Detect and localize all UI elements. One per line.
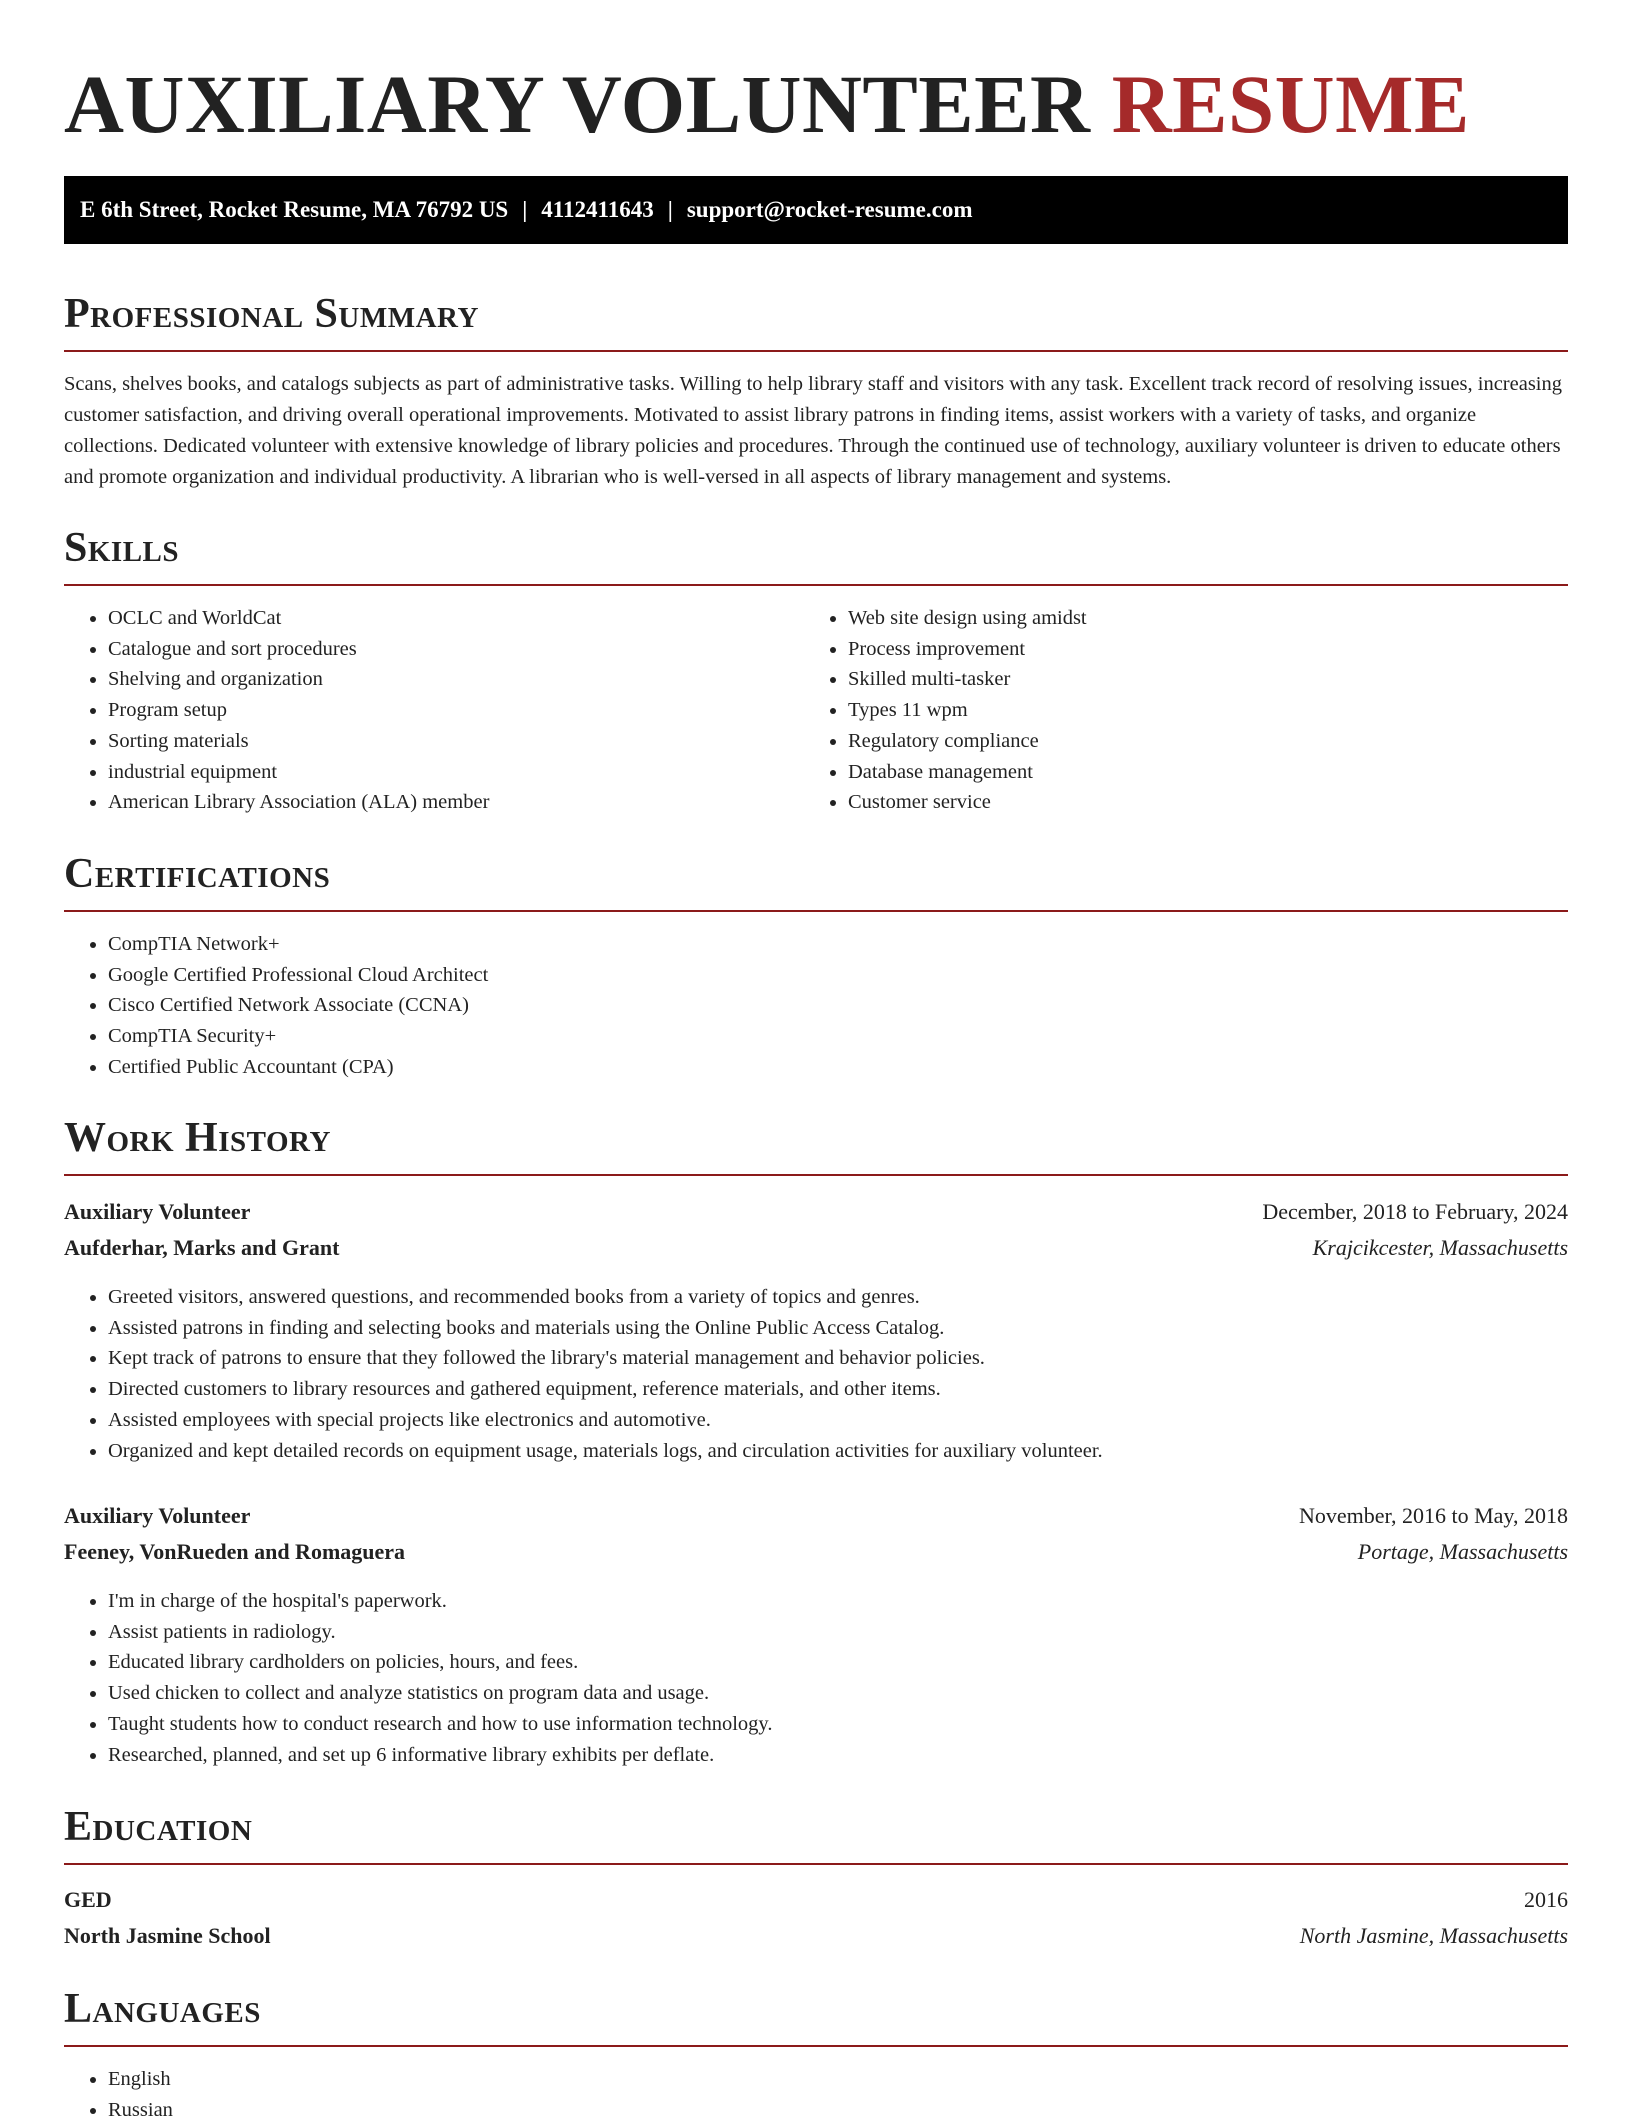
job-bullet: • Educated library cardholders on policies, hours, and fees. [108,1647,1568,1678]
certification-item: • Certified Public Accountant (CPA) [108,1052,1508,1083]
job-bullet: • I'm in charge of the hospital's paperwork. [108,1586,1568,1617]
job-header-row [64,1194,1568,1230]
education-school-row [64,1918,1568,1954]
skill-item: • Regulatory compliance [848,726,1548,757]
contact-email[interactable]: support@rocket-resume.com [686,197,973,222]
skill-item: • Shelving and organization [108,664,808,695]
certification-item: • Google Certified Professional Cloud Architect [108,960,1508,991]
education-degree: GED [64,1887,112,1912]
job-company-row [64,1534,1568,1570]
job-bullet: • Used chicken to collect and analyze statistics on program data and usage. [108,1678,1568,1709]
skills-list-right [804,603,1548,818]
job-dates: December, 2018 to February, 2024 [1262,1199,1568,1224]
skill-item: • OCLC and WorldCat [108,603,808,634]
certification-item: • Cisco Certified Network Associate (CCNA) [108,990,1508,1021]
job-bullets [64,1586,1568,1770]
section-heading-certifications: Certifications [64,846,1568,912]
job-bullet: • Kept track of patrons to ensure that they followed the library's material management and behavior policies. [108,1343,1568,1374]
skill-item: • Customer service [848,787,1548,818]
job-bullet: • Assisted patrons in finding and selecting books and materials using the Online Public Access Catalog. [108,1313,1568,1344]
job-title: Auxiliary Volunteer [64,1503,251,1528]
job-company: Feeney, VonRueden and Romaguera [64,1539,406,1564]
job-bullet: • Greeted visitors, answered questions, and recommended books from a variety of topics and genres. [108,1282,1568,1313]
education-school: North Jasmine School [64,1923,271,1948]
title-accent: RESUME [1111,58,1470,150]
skill-item: • Program setup [108,695,808,726]
job-location: Portage, Massachusetts [1357,1539,1568,1564]
contact-bar [64,176,1568,244]
language-item: • English [108,2064,708,2095]
job-title: Auxiliary Volunteer [64,1199,251,1224]
summary-text: Scans, shelves books, and catalogs subjects as part of administrative tasks. Willing to help library staff and visitors with any task. Excellent track record of resolving issues, increasing customer satisfaction, and driving overall operational improvements. Motivated to assist library patrons in finding items, assist workers with a variety of tasks, and organize collections. Dedicated volunteer with extensive knowledge of library policies and procedures. Through the continued use of technology, auxiliary volunteer is driven to educate others and promote organization and individual productivity. A librarian who is well-versed in all aspects of library management and systems. [64,373,1562,488]
job-bullet: • Directed customers to library resources and gathered equipment, reference materials, and other items. [108,1374,1568,1405]
languages-list [64,2064,708,2125]
section-heading-work-history: Work History [64,1110,1568,1176]
job-location: Krajcikcester, Massachusetts [1312,1235,1568,1260]
skill-item: • Database management [848,757,1548,788]
job-bullet: • Assisted employees with special projects like electronics and automotive. [108,1405,1568,1436]
job-bullet: • Assist patients in radiology. [108,1617,1568,1648]
resume-title [64,54,1470,154]
job-header-row [64,1498,1568,1534]
contact-separator: | [522,197,528,222]
skill-item: • Web site design using amidst [848,603,1548,634]
skill-item: • Process improvement [848,634,1548,665]
skill-item: • industrial equipment [108,757,808,788]
contact-address: E 6th Street, Rocket Resume, MA 76792 US [80,197,509,222]
certifications-list [64,929,1508,1083]
skill-item: • Catalogue and sort procedures [108,634,808,665]
job-bullets [64,1282,1568,1466]
job-dates: November, 2016 to May, 2018 [1299,1503,1568,1528]
job-company: Aufderhar, Marks and Grant [64,1235,340,1260]
section-heading-education: Education [64,1799,1568,1865]
skills-list-left [64,603,808,818]
skill-item: • American Library Association (ALA) member [108,787,808,818]
education-degree-row [64,1882,1568,1918]
contact-phone[interactable]: 4112411643 [541,197,654,222]
education-location: North Jasmine, Massachusetts [1299,1923,1568,1948]
contact-separator: | [667,197,673,222]
job-bullet: • Researched, planned, and set up 6 informative library exhibits per deflate. [108,1740,1568,1771]
section-heading-languages: Languages [64,1981,1568,2047]
education-year: 2016 [1524,1887,1568,1912]
job-bullet: • Taught students how to conduct research and how to use information technology. [108,1709,1568,1740]
skill-item: • Skilled multi-tasker [848,664,1548,695]
title-main: AUXILIARY VOLUNTEER [64,58,1091,150]
job-company-row [64,1230,1568,1266]
skill-item: • Sorting materials [108,726,808,757]
certification-item: • CompTIA Security+ [108,1021,1508,1052]
certification-item: • CompTIA Network+ [108,929,1508,960]
section-heading-skills: Skills [64,520,1568,586]
job-bullet: • Organized and kept detailed records on equipment usage, materials logs, and circulation activities for auxiliary volunteer. [108,1436,1568,1467]
section-heading-summary: Professional Summary [64,286,1568,352]
skill-item: • Types 11 wpm [848,695,1548,726]
language-item: • Russian [108,2095,708,2125]
